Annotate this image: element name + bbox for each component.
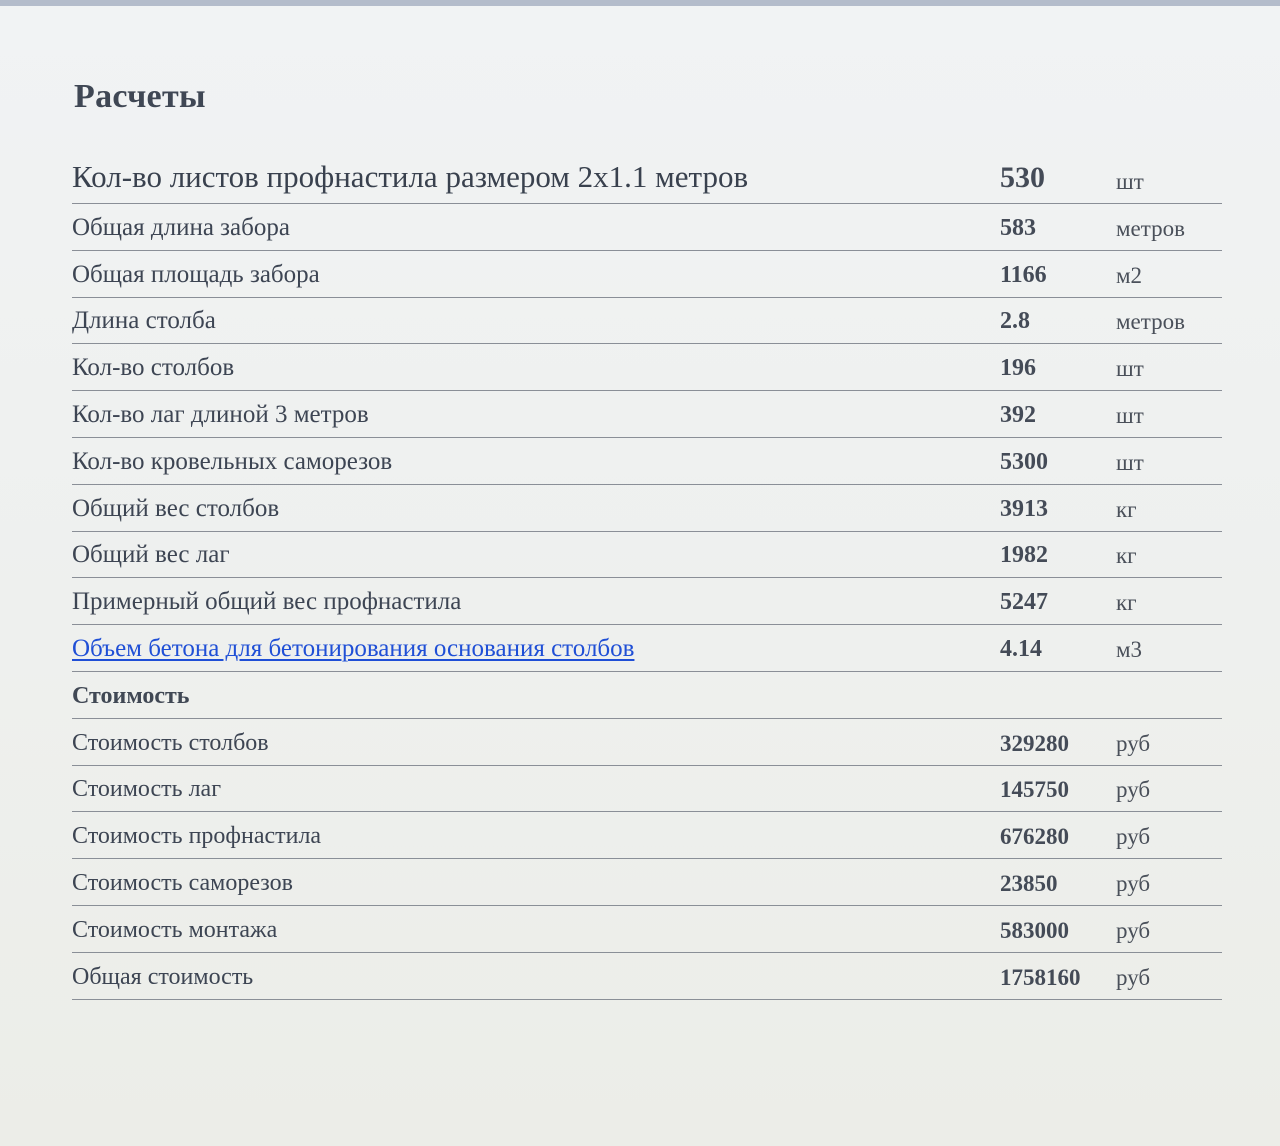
row-value: 329280 <box>1000 730 1069 756</box>
row-label: Общая площадь забора <box>72 260 320 288</box>
row-unit: руб <box>1116 824 1151 850</box>
row-value: 1758160 <box>1000 964 1081 990</box>
table-row-installation-cost <box>72 906 1222 953</box>
row-unit: руб <box>1116 964 1151 990</box>
row-unit: м2 <box>1116 262 1143 288</box>
table-row-rail-count <box>72 391 1222 438</box>
table-row-screws-cost <box>72 859 1222 906</box>
calculation-results <box>72 78 1222 1000</box>
table-row-total-cost <box>72 953 1222 1000</box>
row-unit: кг <box>1116 543 1137 569</box>
table-row-rail-weight <box>72 532 1222 579</box>
cost-section-title: Стоимость <box>72 682 190 709</box>
row-label: Кол-во столбов <box>72 354 235 382</box>
row-unit: метров <box>1116 215 1185 241</box>
row-value: 196 <box>1000 355 1036 382</box>
table-row-fence-area <box>72 251 1222 298</box>
row-value: 4.14 <box>1000 635 1042 662</box>
table-row-post-length <box>72 298 1222 345</box>
row-unit: руб <box>1116 730 1151 756</box>
row-value: 676280 <box>1000 824 1069 850</box>
table-row-sheet-count <box>72 160 1222 204</box>
table-row-post-weight <box>72 485 1222 532</box>
page-title: Расчеты <box>74 78 206 115</box>
row-unit: кг <box>1116 496 1137 522</box>
row-value: 583000 <box>1000 917 1069 943</box>
table-row-post-count <box>72 344 1222 391</box>
row-label: Стоимость монтажа <box>72 916 278 943</box>
row-unit: руб <box>1116 917 1151 943</box>
row-value: 583 <box>1000 214 1036 241</box>
window-top-edge <box>0 0 1280 6</box>
row-unit: руб <box>1116 777 1151 803</box>
row-unit: руб <box>1116 870 1151 896</box>
row-value: 23850 <box>1000 870 1058 896</box>
row-value: 2.8 <box>1000 308 1030 335</box>
row-value: 5247 <box>1000 589 1048 616</box>
row-label: Общая стоимость <box>72 963 254 990</box>
row-unit: шт <box>1116 356 1144 382</box>
calculations-table <box>72 160 1222 1000</box>
row-unit: метров <box>1116 309 1185 335</box>
table-row-sheet-weight <box>72 578 1222 625</box>
row-unit: шт <box>1116 402 1144 428</box>
row-label: Стоимость лаг <box>72 776 222 803</box>
table-row-screw-count <box>72 438 1222 485</box>
table-row-concrete-volume <box>72 625 1222 672</box>
row-label: Стоимость саморезов <box>72 869 293 896</box>
row-label: Длина столба <box>72 307 216 335</box>
row-value: 145750 <box>1000 777 1069 803</box>
row-label: Примерный общий вес профнастила <box>72 588 462 616</box>
row-value: 530 <box>1000 161 1045 194</box>
row-label: Общий вес столбов <box>72 494 280 522</box>
cost-section-header <box>72 672 1222 719</box>
row-label: Общий вес лаг <box>72 541 230 569</box>
row-unit: шт <box>1116 449 1144 475</box>
concrete-volume-link[interactable]: Объем бетона для бетонирования основания столбов <box>72 634 635 662</box>
row-label: Общая длина забора <box>72 213 290 241</box>
row-label: Кол-во листов профнастила размером 2х1.1 метров <box>72 159 749 194</box>
table-row-fence-length <box>72 204 1222 251</box>
row-label: Кол-во лаг длиной 3 метров <box>72 400 369 428</box>
row-label: Стоимость профнастила <box>72 823 322 850</box>
table-row-sheets-cost <box>72 812 1222 859</box>
row-value: 1166 <box>1000 261 1047 288</box>
row-value: 5300 <box>1000 448 1048 475</box>
row-unit: шт <box>1116 169 1144 194</box>
row-label: Стоимость столбов <box>72 729 269 756</box>
row-value: 392 <box>1000 401 1036 428</box>
table-row-rails-cost <box>72 766 1222 813</box>
row-value: 1982 <box>1000 542 1048 569</box>
row-value: 3913 <box>1000 495 1048 522</box>
row-unit: кг <box>1116 590 1137 616</box>
row-label: Кол-во кровельных саморезов <box>72 447 393 475</box>
table-row-posts-cost <box>72 719 1222 766</box>
row-unit: м3 <box>1116 636 1143 662</box>
